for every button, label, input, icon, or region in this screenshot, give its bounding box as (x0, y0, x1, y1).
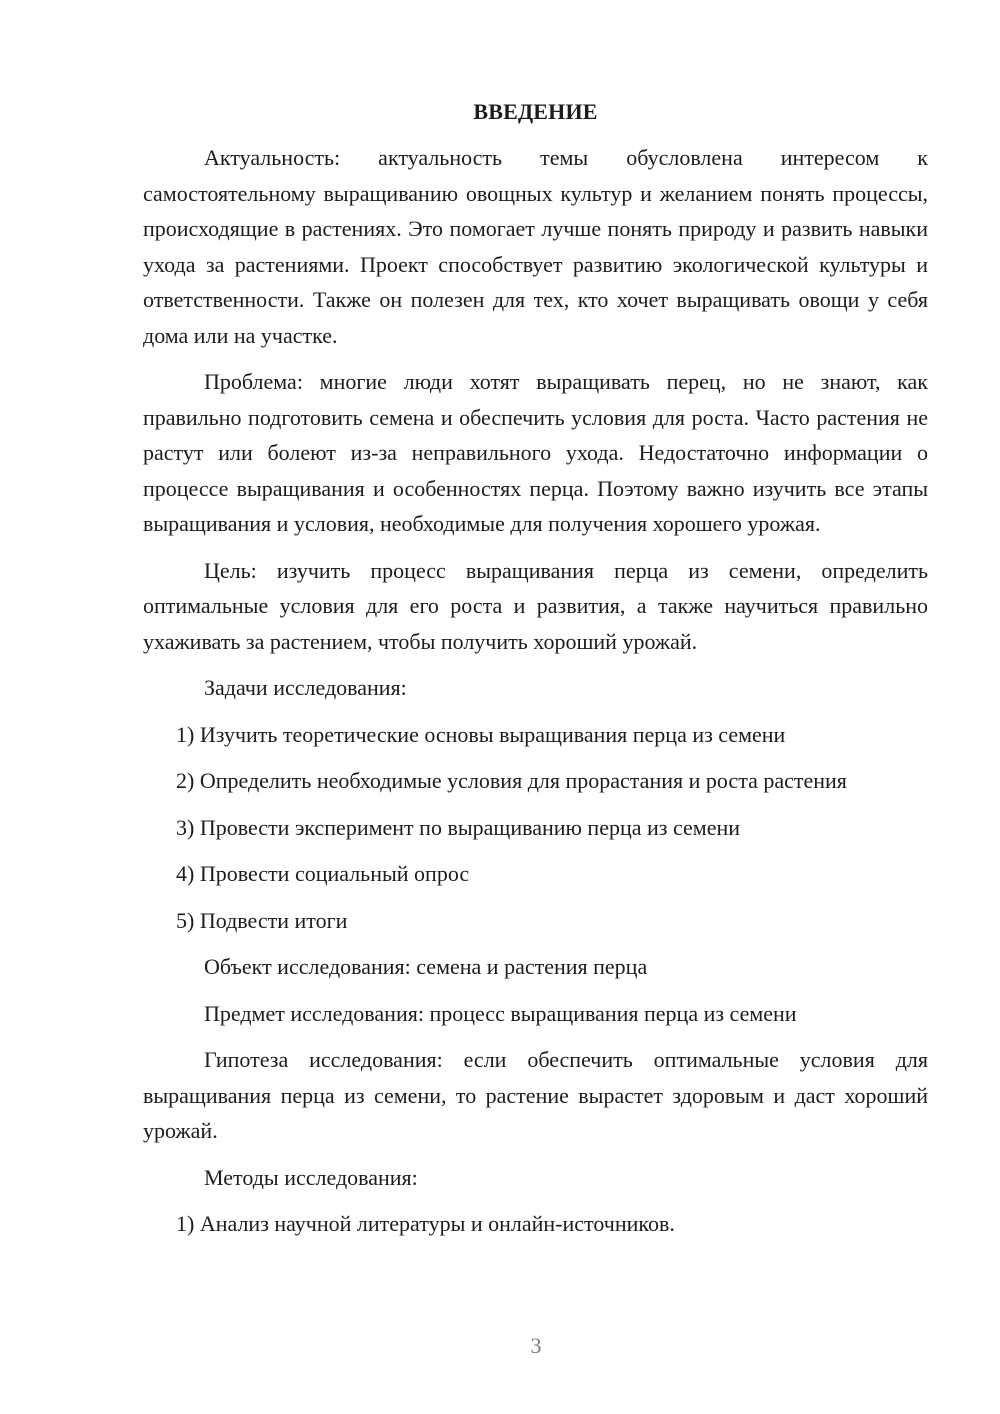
research-subject: Предмет исследования: процесс выращивания перца из семени (204, 1000, 797, 1026)
problem-paragraph: Проблема: многие люди хотят выращивать перец, но не знают, как правильно подготовить семена и обеспечить условия для роста. Часто растения не растут или болеют из-за неправильного ухода. Недостаточно информации о процессе выращивания и особенностях перца. Поэтому важно изучить все этапы выращивания и условия, необходимые для получения хорошего урожая. (143, 369, 928, 536)
research-object: Объект исследования: семена и растения перца (204, 954, 648, 979)
task-item: 5) Подвести итоги (176, 907, 348, 933)
methods-heading: Методы исследования: (204, 1164, 418, 1190)
hypothesis-paragraph: Гипотеза исследования: если обеспечить оптимальные условия для выращивания перца из семени, то растение вырастет здоровым и даст хороший урожай. (143, 1047, 928, 1143)
page-number: 3 (530, 1333, 542, 1358)
goal-paragraph: Цель: изучить процесс выращивания перца из семени, определить оптимальные условия для его роста и развития, а также научиться правильно ухаживать за растением, чтобы получить хороший урожай. (143, 557, 928, 654)
task-item: 4) Провести социальный опрос (176, 861, 470, 886)
task-item: 2) Определить необходимые условия для прорастания и роста растения (176, 768, 847, 793)
relevance-paragraph: Актуальность: актуальность темы обусловлена интересом к самостоятельному выращиванию овощных культур и желанием понять процессы, происходящие в растениях. Это помогает лучше понять природу и развить навыки ухода за растениями. Проект способствует развитию экологической культуры и ответственности. Также он полезен для тех, кто хочет выращивать овощи у себя дома или на участке. (143, 145, 928, 348)
task-item: 1) Изучить теоретические основы выращивания перца из семени (176, 721, 786, 747)
method-item: 1) Анализ научной литературы и онлайн-источников. (176, 1211, 675, 1236)
page-content (143, 94, 928, 1253)
task-item: 3) Провести эксперимент по выращиванию перца из семени (176, 814, 741, 840)
tasks-heading: Задачи исследования: (204, 675, 407, 700)
section-title: ВВЕДЕНИЕ (473, 99, 598, 124)
